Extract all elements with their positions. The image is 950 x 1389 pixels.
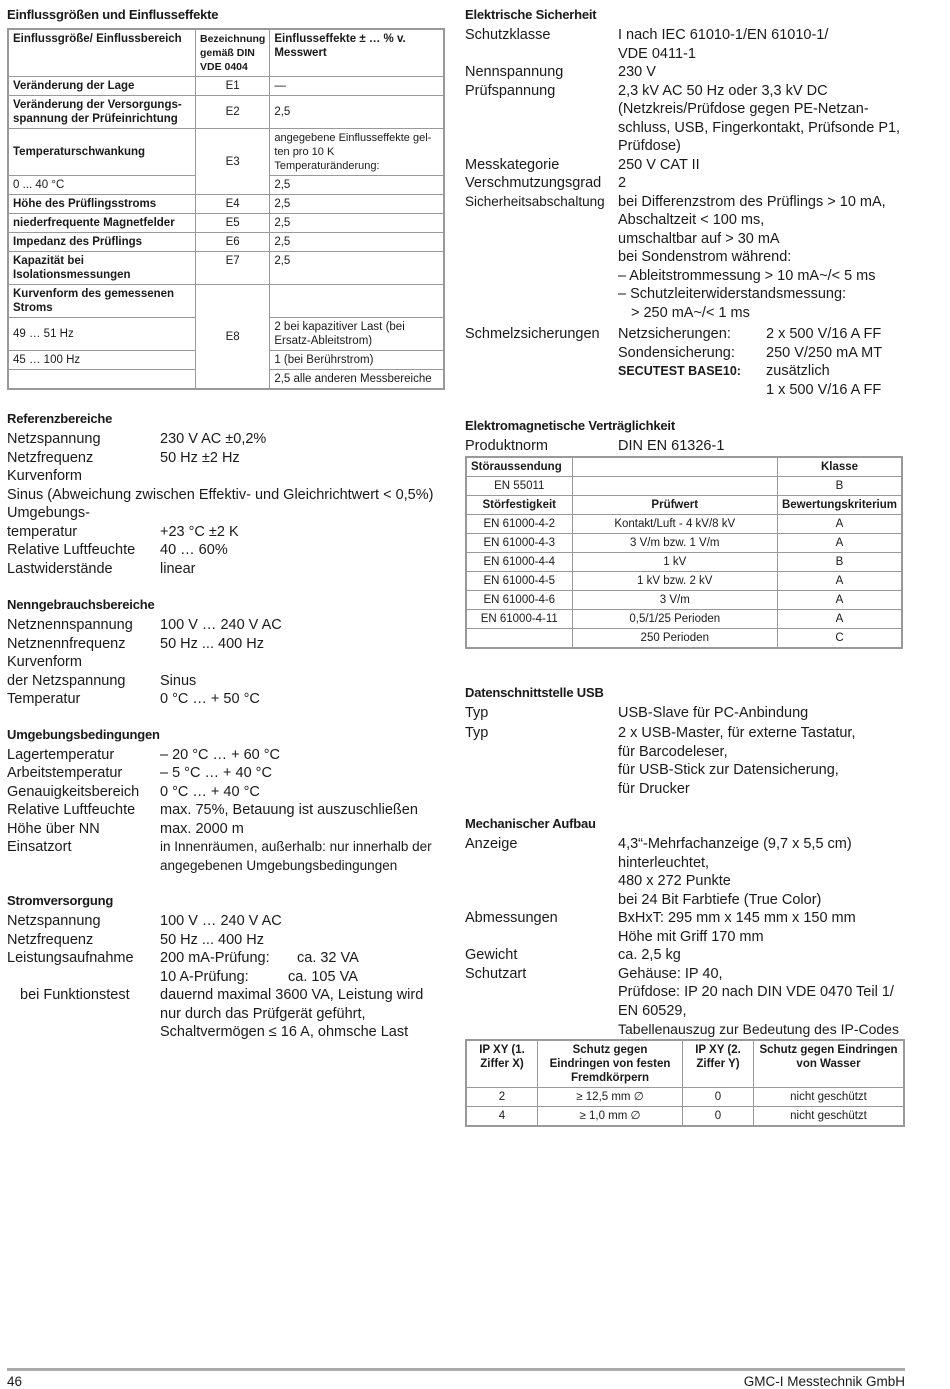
page-number: 46 [7, 1374, 23, 1389]
umgebung-heading: Umgebungsbedingungen [7, 726, 160, 742]
einfluss-col-groesse: Einflussgröße/ Einflussbereich [8, 29, 196, 77]
nenn-list: Netznennspannung 100 V … 240 V AC Netznennfrequenz 50 Hz ... 400 Hz Kurvenform der Netzspannung Sinus Temperatur 0 °C … + 50 °C [7, 617, 282, 707]
table-row: 2,5 alle anderen Messbereiche [8, 370, 444, 390]
emv-list: Produktnorm DIN EN 61326-1 [465, 438, 725, 454]
referenz-list: Netzspannung 230 V AC ±0,2% Netzfrequenz 50 Hz ±2 Hz Kurvenform Sinus (Abweichung zwischen Effektiv- und Gleichrichtwert < 0,5%) Umgebungs- temperatur +23 °C ±2 K Relative Luftfeuchte 40 … 60% Lastwiderstände linear [7, 431, 434, 577]
ip-table: IP XY (1. Ziffer X) Schutz gegen Eindringen von festen Fremdkörpern IP XY (2. Ziffer Y) Schutz gegen Eindringen von Wasser 2 ≥ 12,5 mm ∅ 0 nicht geschützt 4 ≥ 1,0 mm ∅ 0 nicht geschützt [465, 1039, 905, 1127]
right-column [465, 7, 905, 1127]
table-row: EN 61000-4-5 1 kV bzw. 2 kV A [466, 571, 902, 590]
table-row: 45 … 100 Hz 1 (bei Berührstrom) [8, 351, 444, 370]
left-column [7, 7, 445, 1042]
strom-heading: Stromversorgung [7, 893, 114, 908]
emv-table: Störaussendung Klasse EN 55011 B Störfestigkeit Prüfwert Bewertungskriterium EN 61000-4-2 Kontakt/Luft - 4 kV/8 kV A EN 61000-4-3 3 V/m bzw. 1 V/m A EN 61000-4-4 1 kV B EN 61000-4-5 1 kV bzw. 2 kV A EN 61000-4-6 3 V/m A EN 61000-4-11 0,5/1/25 Perioden A 250 Perioden C [465, 456, 903, 649]
elsich-list: Schutzklasse I nach IEC 61010-1/EN 61010-1/ VDE 0411-1 Nennspannung 230 V Prüfspannung 2,3 kV AC 50 Hz oder 3,3 kV DC (Netzkreis/Prüfdose gegen PE-Netzan- schluss, USB, Fingerkontakt, Prüfsonde P1, Prüfdose) Messkategorie 250 V CAT II Verschmutzungsgrad 2 Sicherheitsabschaltung bei Differenzstrom des Prüflings > 10 mA, Abschaltzeit < 100 ms, umschaltbar auf > 30 mA bei Sondenstrom während: – Ableitstrommessung > 10 mA~/< 5 ms – Schutzleiterwiderstandsmessung: > 250 mA~/< 1 ms Schmelzsicherungen Netzsicherungen: 2 x 500 V/16 A FF Sondensicherung: 250 V/250 mA MT SECUTEST BASE10: zusätzlich 1 x 500 V/16 A FF [465, 27, 901, 398]
table-row: 2 ≥ 12,5 mm ∅ 0 nicht geschützt [466, 1087, 904, 1106]
usb-list: Typ USB-Slave für PC-Anbindung Typ 2 x USB-Master, für externe Tastatur, für Barcodeleser, für USB-Stick zur Datensicherung, für Drucker [465, 704, 856, 797]
einfluss-col-bezeichnung: Bezeichnung gemäß DIN VDE 0404 [196, 29, 270, 77]
table-row: Kurvenform des gemessenen Stroms E8 [8, 285, 444, 318]
emv-heading: Elektromagnetische Verträglichkeit [465, 418, 675, 433]
table-row: 49 … 51 Hz 2 bei kapazitiver Last (bei Ersatz-Ableitstrom) [8, 318, 444, 351]
table-row: Impedanz des Prüflings E6 2,5 [8, 233, 444, 252]
table-row: EN 61000-4-3 3 V/m bzw. 1 V/m A [466, 533, 902, 552]
table-row: 0 ... 40 °C 2,5 [8, 176, 444, 195]
usb-heading: Datenschnittstelle USB [465, 684, 604, 700]
strom-list: Netzspannung 100 V … 240 V AC Netzfrequenz 50 Hz ... 400 Hz Leistungsaufnahme 200 mA-Prüfung: ca. 32 VA 10 A-Prüfung: ca. 105 VA bei Funktionstest dauernd maximal 3600 VA, Leistung wird nur durch das Prüfgerät geführt, Schaltvermögen ≤ 16 A, ohmsche Last [7, 913, 424, 1040]
umgebung-list: Lagertemperatur – 20 °C … + 60 °C Arbeitstemperatur – 5 °C … + 40 °C Genauigkeitsbereich 0 °C … + 40 °C Relative Luftfeuchte max. 75%, Betauung ist auszuschließen Höhe über NN max. 2000 m Einsatzort in Innenräumen, außerhalb: nur innerhalb der angegebenen Umgebungsbedingungen [7, 746, 432, 873]
footer-company: GMC-I Messtechnik GmbH [743, 1374, 905, 1389]
table-row: EN 61000-4-6 3 V/m A [466, 590, 902, 609]
table-row: Veränderung der Versorgungs- spannung der Prüfeinrichtung E2 2,5 [8, 96, 444, 129]
table-row: EN 61000-4-4 1 kV B [466, 552, 902, 571]
table-row: EN 55011 B [466, 476, 902, 495]
footer-divider [7, 1368, 905, 1371]
table-row: 4 ≥ 1,0 mm ∅ 0 nicht geschützt [466, 1106, 904, 1126]
table-row: Höhe des Prüflingsstroms E4 2,5 [8, 195, 444, 214]
table-row: EN 61000-4-11 0,5/1/25 Perioden A [466, 609, 902, 628]
table-row: Kapazität bei Isolationsmessungen E7 2,5 [8, 252, 444, 285]
table-row: niederfrequente Magnetfelder E5 2,5 [8, 214, 444, 233]
table-row: Temperaturschwankung E3 angegebene Einflusseffekte gel- ten pro 10 K Temperaturänderung: [8, 129, 444, 176]
referenz-heading: Referenzbereiche [7, 411, 113, 426]
einfluss-col-effekte: Einflusseffekte ± … % v. Messwert [270, 29, 444, 77]
einfluss-table [7, 28, 445, 390]
nenn-heading: Nenngebrauchsbereiche [7, 597, 155, 612]
einfluss-heading: Einflussgrößen und Einflusseffekte [7, 7, 219, 22]
mech-list: Anzeige 4,3“-Mehrfachanzeige (9,7 x 5,5 cm) hinterleuchtet, 480 x 272 Punkte bei 24 Bit Farbtiefe (True Color) Abmessungen BxHxT: 295 mm x 145 mm x 150 mm Höhe mit Griff 170 mm Gewicht ca. 2,5 kg Schutzart Gehäuse: IP 40, Prüfdose: IP 20 nach DIN VDE 0470 Teil 1/ EN 60529, Tabellenauszug zur Bedeutung des IP-Codes [465, 836, 899, 1037]
mech-heading: Mechanischer Aufbau [465, 816, 596, 831]
table-row: 250 Perioden C [466, 628, 902, 648]
table-row: EN 61000-4-2 Kontakt/Luft - 4 kV/8 kV A [466, 514, 902, 533]
table-row: Veränderung der Lage E1 — [8, 77, 444, 96]
elsich-heading: Elektrische Sicherheit [465, 7, 597, 22]
